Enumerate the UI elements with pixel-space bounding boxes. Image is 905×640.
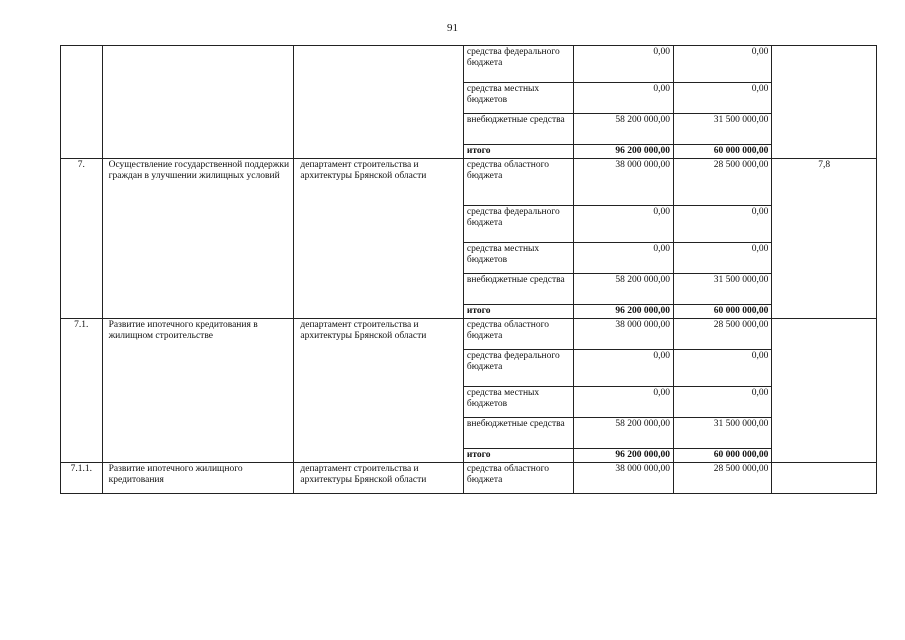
source-label: средства областного бюджета: [463, 159, 573, 206]
value-cell: 0,00: [673, 243, 771, 274]
value-cell: 96 200 000,00: [573, 145, 673, 159]
value-cell: 0,00: [673, 387, 771, 418]
value-cell: 0,00: [673, 83, 771, 114]
source-label: внебюджетные средства: [463, 274, 573, 305]
value-cell: 0,00: [573, 46, 673, 83]
section-number: 7.1.: [61, 319, 103, 463]
value-cell: 31 500 000,00: [673, 274, 771, 305]
section-name: Развитие ипотечного жилищного кредитования: [102, 463, 294, 494]
value-cell: 38 000 000,00: [573, 319, 673, 350]
source-label: средства федерального бюджета: [463, 350, 573, 387]
source-label: итого: [463, 305, 573, 319]
source-label: итого: [463, 449, 573, 463]
section-executor: департамент строительства и архитектуры Брянской области: [294, 319, 463, 463]
indicator-cell: [772, 463, 877, 494]
value-cell: 0,00: [573, 243, 673, 274]
value-cell: 31 500 000,00: [673, 114, 771, 145]
value-cell: 58 200 000,00: [573, 418, 673, 449]
value-cell: 38 000 000,00: [573, 159, 673, 206]
value-cell: 96 200 000,00: [573, 305, 673, 319]
table-row: [61, 319, 877, 350]
section-number: 7.1.1.: [61, 463, 103, 494]
value-cell: 28 500 000,00: [673, 463, 771, 494]
value-cell: 58 200 000,00: [573, 114, 673, 145]
budget-table: [60, 45, 877, 494]
table-row: [61, 46, 877, 83]
value-cell: 58 200 000,00: [573, 274, 673, 305]
value-cell: 60 000 000,00: [673, 449, 771, 463]
source-label: внебюджетные средства: [463, 114, 573, 145]
source-label: средства областного бюджета: [463, 319, 573, 350]
source-label: средства местных бюджетов: [463, 387, 573, 418]
source-label: средства местных бюджетов: [463, 243, 573, 274]
indicator-cell: [772, 46, 877, 159]
table-row: [61, 159, 877, 206]
value-cell: 60 000 000,00: [673, 145, 771, 159]
value-cell: 38 000 000,00: [573, 463, 673, 494]
indicator-cell: 7,8: [772, 159, 877, 319]
value-cell: 0,00: [573, 206, 673, 243]
section-executor: департамент строительства и архитектуры Брянской области: [294, 159, 463, 319]
value-cell: 0,00: [673, 206, 771, 243]
indicator-cell: [772, 319, 877, 463]
table-row: [61, 463, 877, 494]
source-label: внебюджетные средства: [463, 418, 573, 449]
value-cell: 28 500 000,00: [673, 319, 771, 350]
source-label: средства федерального бюджета: [463, 46, 573, 83]
source-label: средства федерального бюджета: [463, 206, 573, 243]
value-cell: 0,00: [673, 350, 771, 387]
value-cell: 31 500 000,00: [673, 418, 771, 449]
section-executor: департамент строительства и архитектуры Брянской области: [294, 463, 463, 494]
section-executor: [294, 46, 463, 159]
section-number: [61, 46, 103, 159]
value-cell: 0,00: [573, 350, 673, 387]
section-name: [102, 46, 294, 159]
value-cell: 60 000 000,00: [673, 305, 771, 319]
value-cell: 0,00: [673, 46, 771, 83]
section-name: Развитие ипотечного кредитования в жилищном строительстве: [102, 319, 294, 463]
value-cell: 96 200 000,00: [573, 449, 673, 463]
value-cell: 0,00: [573, 83, 673, 114]
page-number: 91: [447, 22, 458, 34]
value-cell: 28 500 000,00: [673, 159, 771, 206]
source-label: итого: [463, 145, 573, 159]
value-cell: 0,00: [573, 387, 673, 418]
section-name: Осуществление государственной поддержки граждан в улучшении жилищных условий: [102, 159, 294, 319]
source-label: средства местных бюджетов: [463, 83, 573, 114]
section-number: 7.: [61, 159, 103, 319]
source-label: средства областного бюджета: [463, 463, 573, 494]
